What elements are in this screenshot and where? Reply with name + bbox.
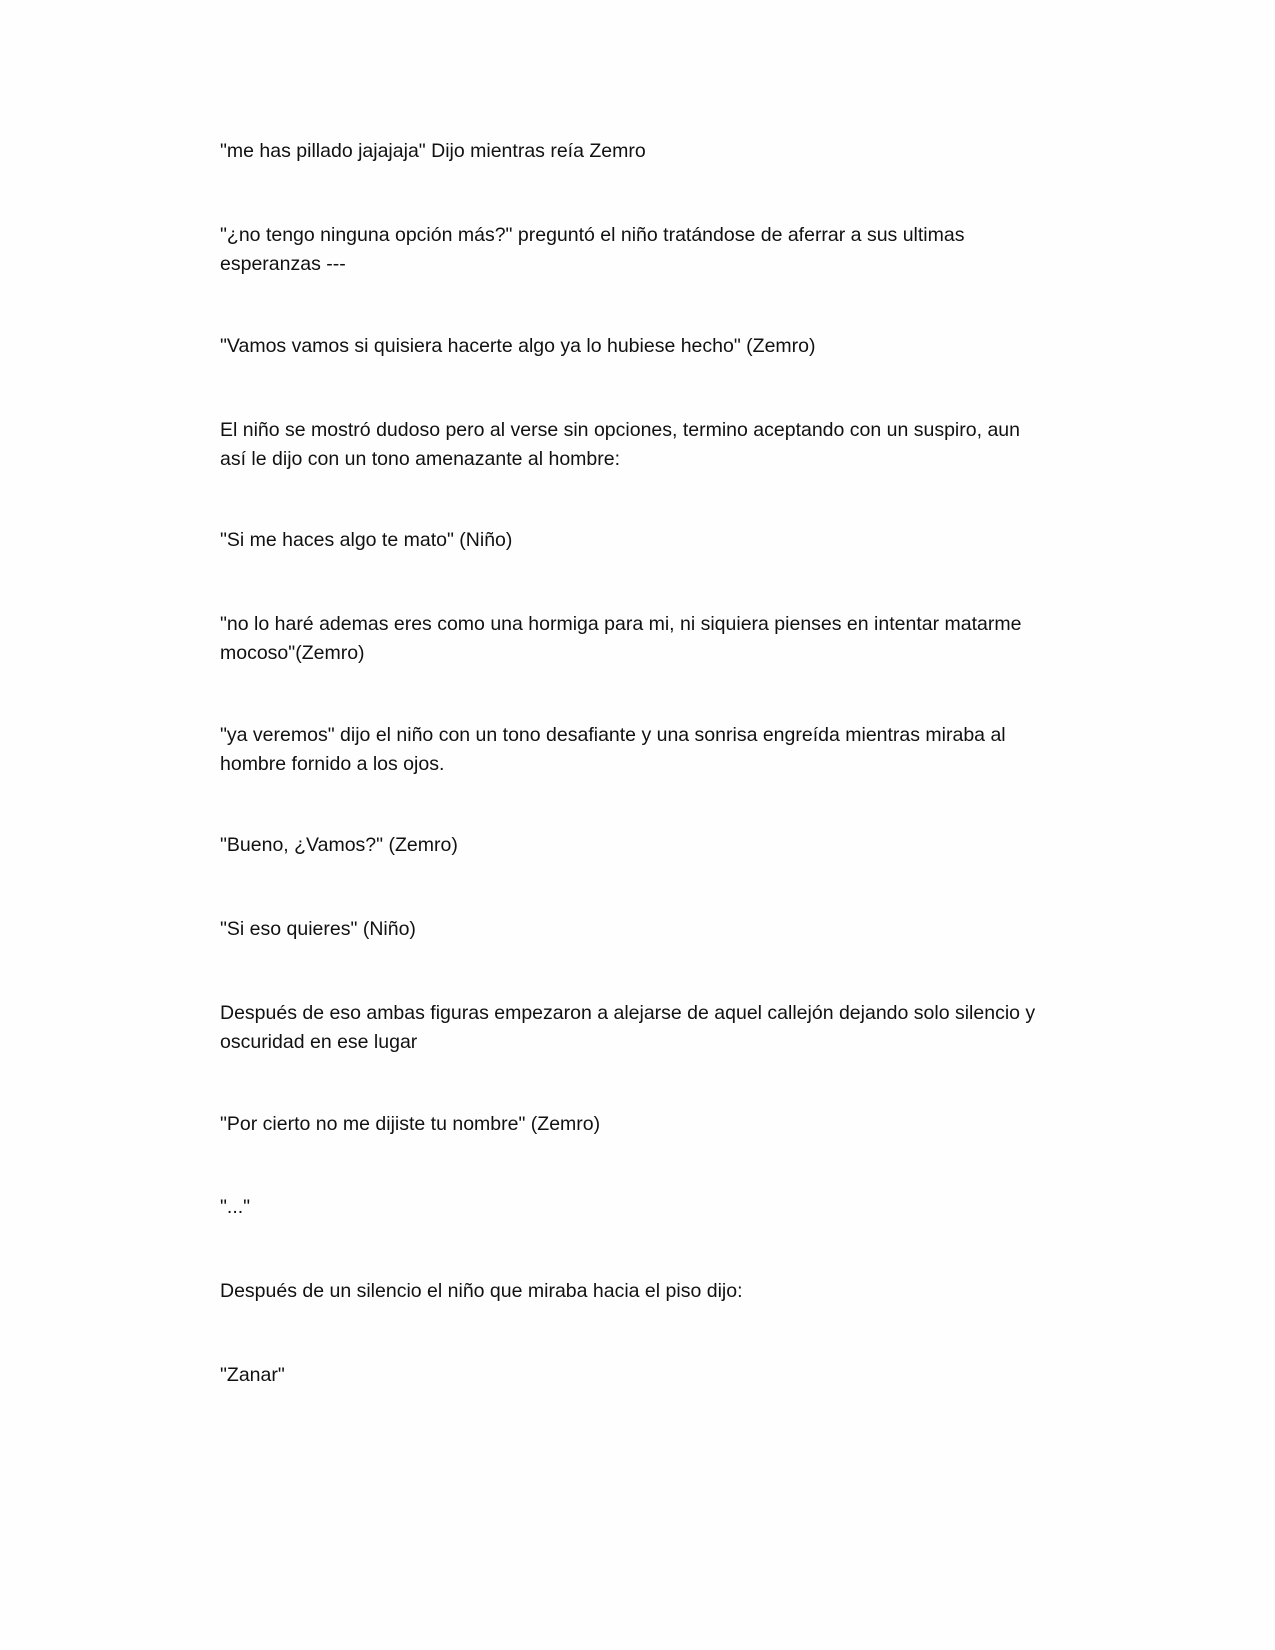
paragraph: [220, 831, 1060, 860]
text-line: así le dijo con un tono amenazante al hombre:: [220, 448, 621, 470]
paragraph: [220, 721, 1060, 779]
text-line: Después de eso ambas figuras empezaron a alejarse de aquel callejón dejando solo silencio y: [220, 1002, 1036, 1024]
text-line: oscuridad en ese lugar: [220, 1031, 418, 1053]
text-line: "Bueno, ¿Vamos?" (Zemro): [220, 834, 458, 856]
paragraph: [220, 221, 1060, 279]
text-line: "ya veremos" dijo el niño con un tono desafiante y una sonrisa engreída mientras miraba al: [220, 724, 1006, 746]
text-line: El niño se mostró dudoso pero al verse sin opciones, termino aceptando con un suspiro, aun: [220, 419, 1020, 441]
text-line: "no lo haré ademas eres como una hormiga para mi, ni siquiera pienses en intentar matarme: [220, 613, 1022, 635]
paragraph: [220, 1361, 1060, 1390]
text-line: "Si eso quieres" (Niño): [220, 918, 416, 940]
text-line: hombre fornido a los ojos.: [220, 753, 445, 775]
paragraph: [220, 610, 1060, 668]
paragraph: [220, 999, 1060, 1057]
paragraph: [220, 137, 1060, 166]
text-line: "Por cierto no me dijiste tu nombre" (Zemro): [220, 1113, 601, 1135]
paragraph: [220, 915, 1060, 944]
text-line: "me has pillado jajajaja" Dijo mientras reía Zemro: [220, 140, 646, 162]
paragraph: [220, 1110, 1060, 1139]
paragraph: [220, 1277, 1060, 1306]
text-line: "Si me haces algo te mato" (Niño): [220, 529, 513, 551]
text-line: "Zanar": [220, 1364, 285, 1386]
text-line: Después de un silencio el niño que miraba hacia el piso dijo:: [220, 1280, 743, 1302]
paragraph: [220, 526, 1060, 555]
paragraph: [220, 416, 1060, 474]
text-line: "¿no tengo ninguna opción más?" preguntó el niño tratándose de aferrar a sus ultimas: [220, 224, 965, 246]
text-line: "...": [220, 1196, 251, 1218]
paragraph: [220, 1193, 1060, 1222]
text-line: esperanzas ---: [220, 253, 346, 275]
text-line: "Vamos vamos si quisiera hacerte algo ya lo hubiese hecho" (Zemro): [220, 335, 816, 357]
paragraph: [220, 332, 1060, 361]
text-line: mocoso"(Zemro): [220, 642, 365, 664]
